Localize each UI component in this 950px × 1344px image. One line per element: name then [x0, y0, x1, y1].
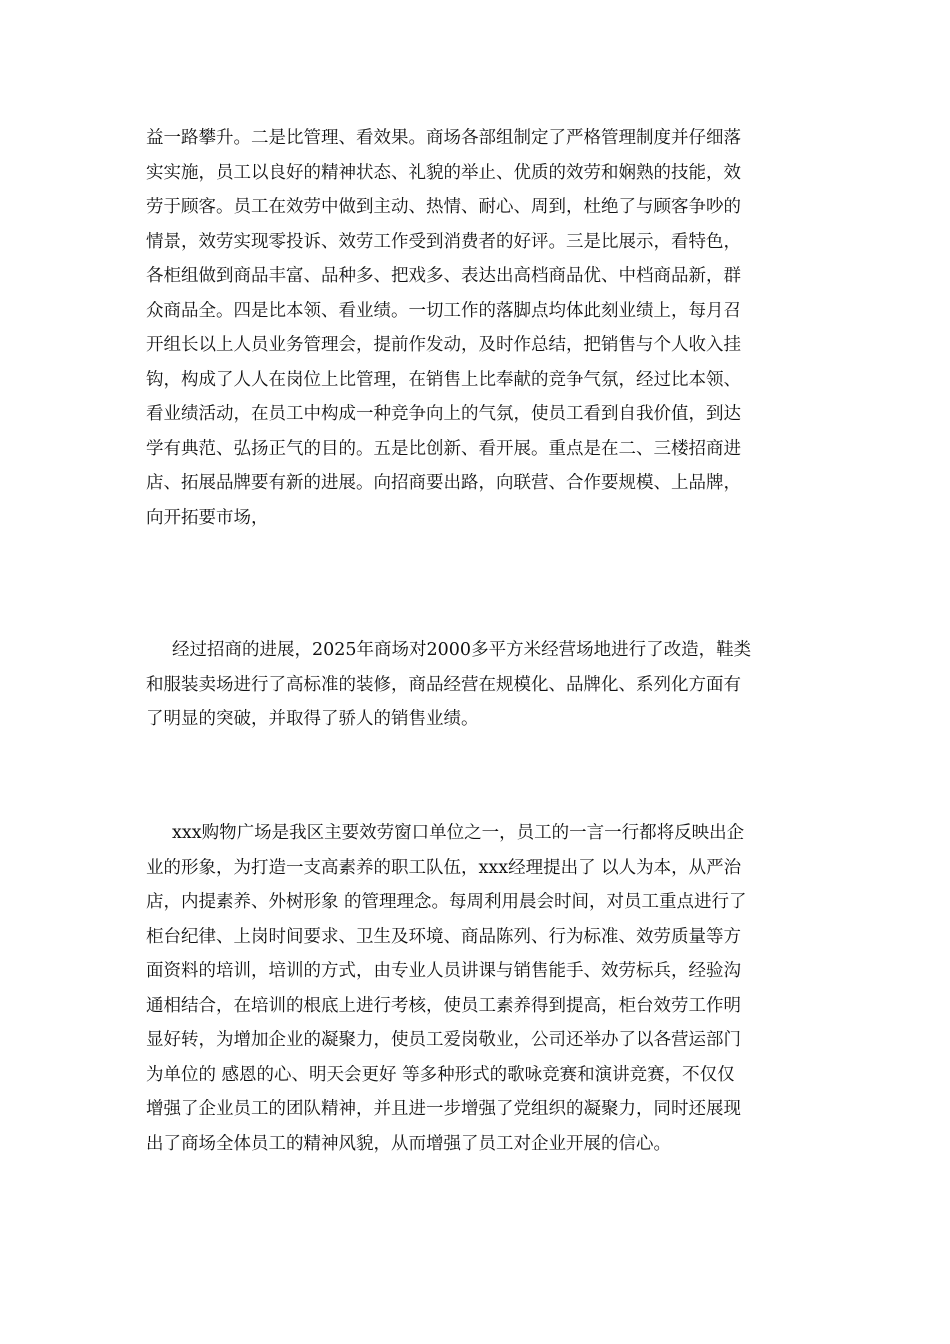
paragraph-line: 了明显的突破，并取得了骄人的销售业绩。: [146, 709, 479, 729]
paragraph-line: 为单位的 感恩的心、明天会更好 等多种形式的歌咏竞赛和演讲竞赛，不仅仅: [146, 1064, 735, 1085]
paragraph-line: 众商品全。四是比本领、看业绩。一切工作的落脚点均体此刻业绩上，每月召: [146, 300, 741, 321]
paragraph-3: [146, 816, 810, 1161]
paragraph-line: 益一路攀升。二是比管理、看效果。商场各部组制定了严格管理制度并仔细落: [146, 128, 741, 148]
paragraph-line: 增强了企业员工的团队精神，并且进一步增强了党组织的凝聚力，同时还展现: [146, 1099, 741, 1119]
paragraph-line: 情景，效劳实现零投诉、效劳工作受到消费者的好评。三是比展示，看特色，: [146, 231, 741, 252]
paragraph-line: 经过招商的进展，2025年商场对2000多平方米经营场地进行了改造，鞋类: [172, 640, 752, 660]
paragraph-line: 业的形象，为打造一支高素养的职工队伍，xxx经理提出了 以人为本，从严治: [146, 857, 742, 878]
paragraph-1: [146, 121, 810, 535]
paragraph-line: 各柜组做到商品丰富、品种多、把戏多、表达出高档商品优、中档商品新，群: [146, 266, 741, 286]
paragraph-line: 通相结合，在培训的根底上进行考核，使员工素养得到提高，柜台效劳工作明: [146, 995, 741, 1016]
paragraph-line: 店、拓展品牌要有新的进展。向招商要出路，向联营、合作要规模、上品牌，: [146, 473, 741, 493]
paragraph-line: 实实施，员工以良好的精神状态、礼貌的举止、优质的效劳和娴熟的技能，效: [146, 162, 741, 183]
paragraph-line: 钩，构成了人人在岗位上比管理，在销售上比奉献的竞争气氛，经过比本领、: [146, 369, 741, 390]
paragraph-line: 出了商场全体员工的精神风貌，从而增强了员工对企业开展的信心。: [146, 1133, 671, 1154]
paragraph-line: 柜台纪律、上岗时间要求、卫生及环境、商品陈列、行为标准、效劳质量等方: [146, 926, 741, 947]
paragraph-line: 看业绩活动，在员工中构成一种竞争向上的气氛，使员工看到自我价值，到达: [146, 404, 741, 424]
paragraph-line: 劳于顾客。员工在效劳中做到主动、热情、耐心、周到，杜绝了与顾客争吵的: [146, 197, 741, 217]
paragraph-line: 显好转，为增加企业的凝聚力，使员工爱岗敬业，公司还举办了以各营运部门: [146, 1030, 741, 1050]
paragraph-line: xxx购物广场是我区主要效劳窗口单位之一，员工的一言一行都将反映出企: [172, 823, 745, 843]
paragraph-line: 向开拓要市场，: [146, 507, 269, 528]
paragraph-line: 学有典范、弘扬正气的目的。五是比创新、看开展。重点是在二、三楼招商进: [146, 438, 741, 459]
paragraph-line: 和服装卖场进行了高标准的装修，商品经营在规模化、品牌化、系列化方面有: [146, 674, 741, 695]
paragraph-2: [146, 633, 810, 737]
paragraph-line: 店，内提素养、外树形象 的管理理念。每周利用晨会时间，对员工重点进行了: [146, 892, 747, 912]
paragraph-line: 面资料的培训，培训的方式，由专业人员讲课与销售能手、效劳标兵，经验沟: [146, 961, 741, 981]
paragraph-line: 开组长以上人员业务管理会，提前作发动，及时作总结，把销售与个人收入挂: [146, 335, 741, 355]
